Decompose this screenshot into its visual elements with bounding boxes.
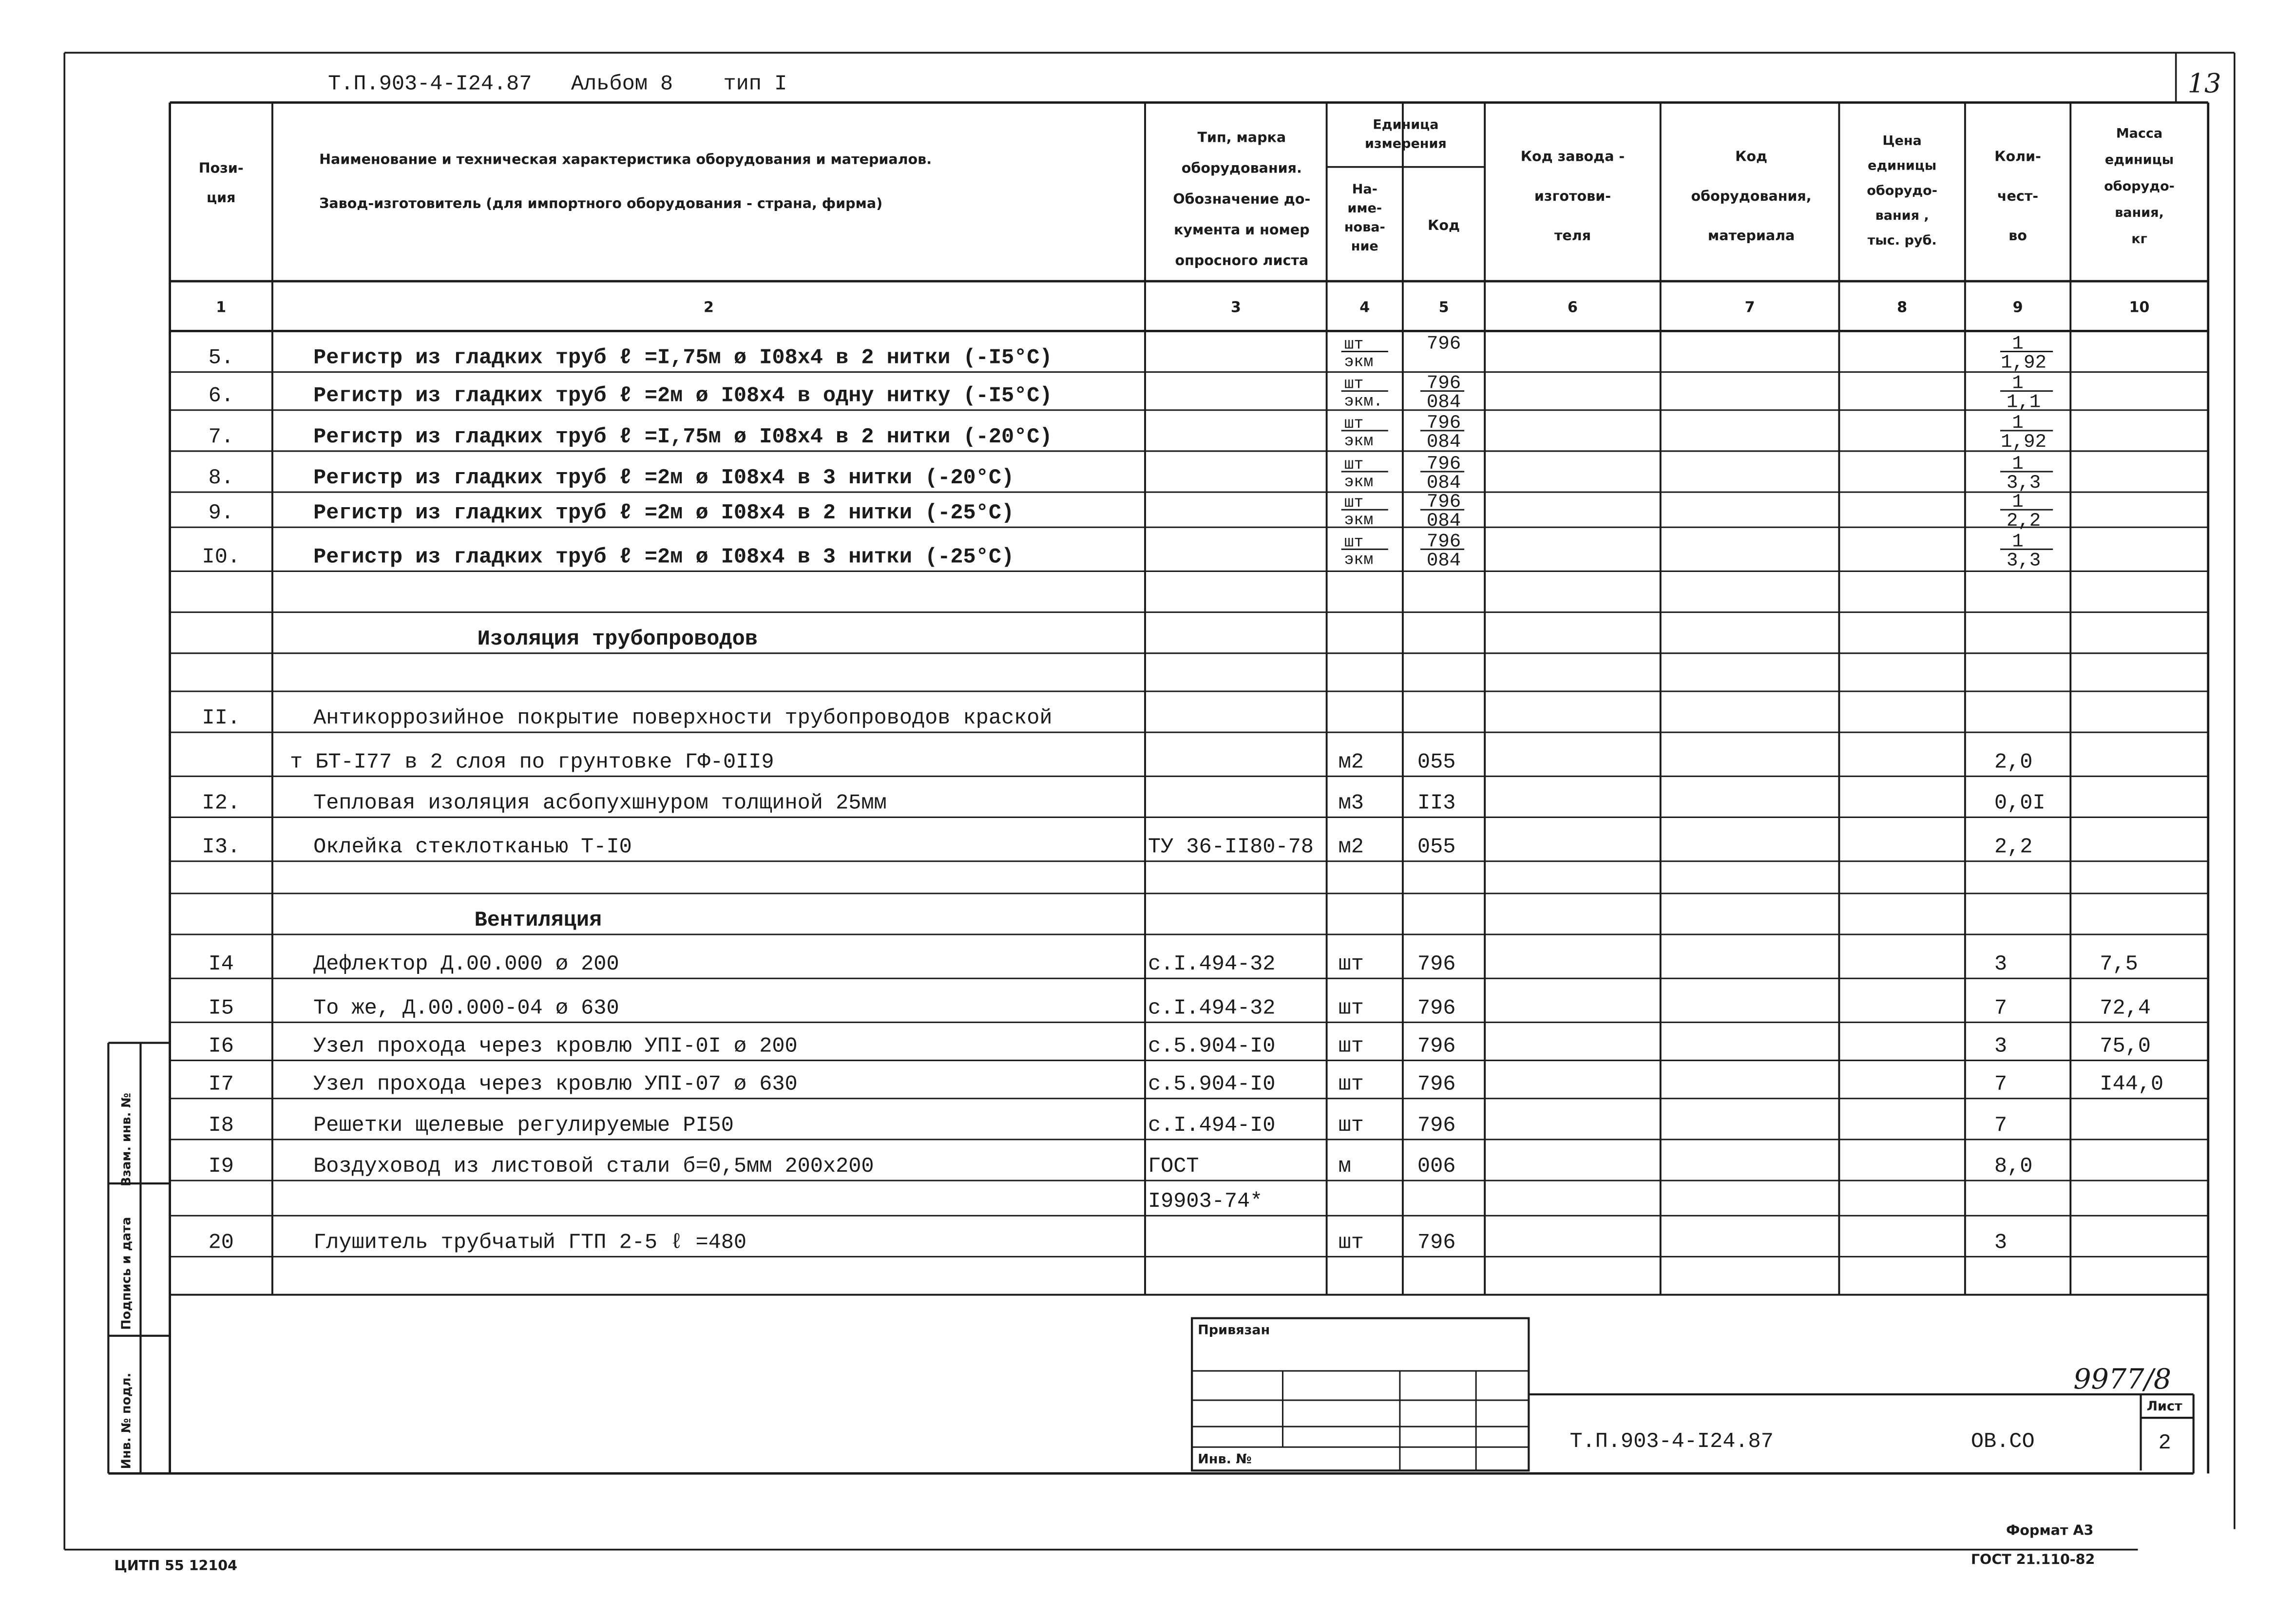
format-label: Формат А3 bbox=[2006, 1522, 2094, 1539]
row-unit: шт bbox=[1344, 493, 1364, 512]
row-quantity: 3,3 bbox=[2006, 472, 2041, 494]
header-mass: кг bbox=[2131, 231, 2147, 247]
row-unit: экм bbox=[1344, 511, 1374, 530]
sheet-label: Лист bbox=[2146, 1399, 2182, 1414]
side-label-inv-podl: Инв. № подл. bbox=[119, 1372, 134, 1469]
row-quantity: 1 bbox=[2012, 491, 2024, 513]
row-quantity: 1 bbox=[2012, 332, 2024, 355]
sheet-number: 2 bbox=[2158, 1431, 2171, 1456]
table-row bbox=[209, 1231, 2007, 1255]
row-document: I9903-74* bbox=[1148, 1190, 1263, 1214]
header-quantity: Коли- bbox=[1994, 148, 2041, 165]
header-factory-code: теля bbox=[1554, 227, 1591, 244]
row-quantity: 3 bbox=[1994, 1034, 2008, 1059]
row-name: Узел прохода через кровлю УПI-07 ø 630 bbox=[313, 1072, 798, 1097]
column-number: 6 bbox=[1568, 299, 1578, 316]
row-unit: экм bbox=[1344, 352, 1374, 371]
row-quantity: 1 bbox=[2012, 530, 2024, 552]
row-unit: экм. bbox=[1344, 392, 1383, 411]
row-unit: шт bbox=[1344, 335, 1364, 354]
row-quantity: 2,2 bbox=[1994, 835, 2033, 859]
table-row bbox=[478, 628, 758, 651]
header-position: Пози- bbox=[198, 159, 244, 176]
header-unit-name: ние bbox=[1351, 239, 1378, 254]
row-position: 7. bbox=[208, 425, 234, 449]
header-unit-name: нова- bbox=[1344, 219, 1385, 235]
row-document: с.I.494-I0 bbox=[1148, 1113, 1276, 1138]
header-name: Наименование и техническая характеристика оборудования и материалов. bbox=[319, 151, 932, 168]
header-type-mark: опросного листа bbox=[1175, 252, 1309, 269]
row-name: Регистр из гладких труб ℓ =I,75м ø I08х4 в 2 нитки (-20°С) bbox=[313, 425, 1052, 449]
header-factory-code: Код завода - bbox=[1520, 148, 1625, 165]
row-name: т БТ-I77 в 2 слоя по грунтовке ГФ-0II9 bbox=[290, 750, 774, 775]
table-row bbox=[209, 332, 2053, 373]
privyazan-label: Привязан bbox=[1198, 1322, 1270, 1338]
row-code: 796 bbox=[1417, 1034, 1456, 1059]
row-position: 9. bbox=[208, 501, 234, 526]
column-number: 4 bbox=[1359, 299, 1370, 316]
table-row bbox=[202, 836, 2033, 859]
row-name: Решетки щелевые регулируемые PI50 bbox=[313, 1113, 734, 1138]
row-position: I0. bbox=[202, 545, 240, 570]
header-quantity: чест- bbox=[1997, 187, 2039, 204]
column-number: 7 bbox=[1744, 299, 1755, 316]
header-unit-name: име- bbox=[1347, 200, 1382, 216]
row-code: 796 bbox=[1426, 491, 1461, 513]
row-position: I5 bbox=[208, 996, 234, 1021]
row-code: 796 bbox=[1426, 332, 1461, 355]
section-title: Изоляция трубопроводов bbox=[477, 627, 758, 651]
row-document: ГОСТ bbox=[1148, 1155, 1199, 1179]
header-mass: оборудо- bbox=[2104, 178, 2175, 194]
row-mass: 75,0 bbox=[2100, 1034, 2151, 1059]
row-code: 796 bbox=[1417, 952, 1456, 977]
row-quantity: 7 bbox=[1994, 1113, 2008, 1138]
header-factory-code: изготови- bbox=[1534, 187, 1611, 204]
row-quantity: 2,2 bbox=[2006, 510, 2041, 532]
row-code: 006 bbox=[1417, 1155, 1456, 1179]
table-row bbox=[202, 791, 2046, 815]
row-quantity: 3,3 bbox=[2006, 549, 2041, 571]
page-mark: 13 bbox=[2187, 68, 2221, 99]
header-name: Завод-изготовитель (для импортного оборудования - страна, фирма) bbox=[319, 194, 883, 211]
row-name: Дефлектор Д.00.000 ø 200 bbox=[313, 952, 619, 977]
header-price: тыс. руб. bbox=[1867, 233, 1937, 248]
header-position: ция bbox=[207, 189, 236, 206]
printer-label: ЦИТП 55 12104 bbox=[114, 1557, 238, 1574]
row-code: 055 bbox=[1417, 750, 1456, 775]
row-name: Оклейка стеклотканью Т-I0 bbox=[313, 835, 632, 859]
row-code: 796 bbox=[1417, 1113, 1456, 1138]
stamp-doc-code: Т.П.903-4-I24.87 bbox=[1569, 1430, 1774, 1454]
table-row bbox=[209, 453, 2053, 494]
row-position: I2. bbox=[202, 791, 240, 816]
row-position: I4 bbox=[208, 952, 234, 977]
table-row bbox=[209, 1073, 2163, 1097]
row-quantity: 2,0 bbox=[1994, 750, 2033, 775]
row-quantity: 8,0 bbox=[1994, 1155, 2033, 1179]
row-position: I7 bbox=[208, 1072, 234, 1097]
row-position: 5. bbox=[208, 346, 234, 370]
row-unit: экм bbox=[1344, 431, 1374, 450]
table-row bbox=[209, 996, 2151, 1020]
row-unit: шт bbox=[1344, 374, 1364, 393]
row-document: ТУ 36-II80-78 bbox=[1148, 835, 1314, 859]
header-price: вания , bbox=[1875, 208, 1929, 223]
row-quantity: 1 bbox=[2012, 372, 2024, 394]
header-equipment-code: материала bbox=[1707, 227, 1795, 244]
side-label-vzam-inv: Взам. инв. № bbox=[119, 1093, 134, 1187]
row-position: II. bbox=[202, 706, 240, 731]
table-row bbox=[475, 909, 602, 932]
header-unit-group: Единица bbox=[1373, 117, 1439, 133]
row-mass: 72,4 bbox=[2100, 996, 2151, 1021]
header-album: Альбом 8 bbox=[571, 72, 673, 96]
row-code: 796 bbox=[1426, 411, 1461, 434]
header-price: единицы bbox=[1867, 158, 1937, 173]
row-name: Регистр из гладких труб ℓ =2м ø I08х4 в 3 нитки (-20°С) bbox=[313, 466, 1014, 491]
row-name: Регистр из гладких труб ℓ =I,75м ø I08х4 в 2 нитки (-I5°С) bbox=[313, 346, 1052, 370]
section-title: Вентиляция bbox=[474, 908, 602, 932]
header-type-mark: кумента и номер bbox=[1174, 221, 1310, 238]
row-code: 796 bbox=[1426, 372, 1461, 394]
header-price: оборудо- bbox=[1867, 183, 1937, 198]
row-unit: шт bbox=[1338, 996, 1364, 1021]
row-unit: шт bbox=[1338, 1113, 1364, 1138]
header-unit-code: Код bbox=[1428, 216, 1460, 233]
row-quantity: 1 bbox=[2012, 453, 2024, 475]
row-code: 796 bbox=[1426, 530, 1461, 552]
row-position: I3. bbox=[202, 835, 240, 859]
row-name: Антикоррозийное покрытие поверхности трубопроводов краской bbox=[313, 706, 1052, 731]
table-row bbox=[209, 1114, 2007, 1138]
row-quantity: 7 bbox=[1994, 1072, 2008, 1097]
row-unit: экм bbox=[1344, 550, 1374, 569]
row-position: 8. bbox=[208, 466, 234, 491]
row-mass: 7,5 bbox=[2100, 952, 2138, 977]
header-quantity: во bbox=[2009, 227, 2027, 244]
row-unit: экм bbox=[1344, 473, 1374, 492]
row-document: с.I.494-32 bbox=[1148, 996, 1276, 1021]
row-quantity: 1,92 bbox=[2001, 430, 2047, 453]
row-name: То же, Д.00.000-04 ø 630 bbox=[313, 996, 619, 1021]
title-stamp bbox=[114, 1318, 2193, 1574]
row-code: 084 bbox=[1426, 391, 1461, 413]
inventory-number: 9977/8 bbox=[2073, 1363, 2172, 1395]
row-code: 084 bbox=[1426, 472, 1461, 494]
header-doc-code: Т.П.903-4-I24.87 bbox=[328, 72, 532, 96]
header-price: Цена bbox=[1882, 133, 1922, 149]
row-position: 20 bbox=[208, 1231, 234, 1255]
row-name: Узел прохода через кровлю УПI-0I ø 200 bbox=[313, 1034, 798, 1059]
header-type-mark: оборудования. bbox=[1181, 159, 1302, 176]
row-mass: I44,0 bbox=[2100, 1072, 2164, 1097]
row-unit: шт bbox=[1344, 455, 1364, 474]
header-unit-group: измерения bbox=[1364, 136, 1447, 152]
row-unit: шт bbox=[1338, 1231, 1364, 1255]
header-type-mark: Обозначение до- bbox=[1173, 190, 1311, 207]
row-document: с.5.904-I0 bbox=[1148, 1072, 1276, 1097]
row-code: 055 bbox=[1417, 835, 1456, 859]
column-number: 3 bbox=[1230, 299, 1241, 316]
row-quantity: 0,0I bbox=[1994, 791, 2046, 816]
row-code: II3 bbox=[1417, 791, 1456, 816]
row-code: 796 bbox=[1426, 453, 1461, 475]
row-quantity: 3 bbox=[1994, 952, 2008, 977]
header-type-mark: Тип, марка bbox=[1197, 129, 1286, 146]
header-equipment-code: оборудования, bbox=[1691, 187, 1812, 204]
row-unit: м2 bbox=[1338, 750, 1364, 775]
row-code: 084 bbox=[1426, 510, 1461, 532]
table-row bbox=[202, 530, 2053, 571]
column-number: 10 bbox=[2129, 299, 2150, 316]
row-quantity: 3 bbox=[1994, 1231, 2008, 1255]
table-row bbox=[209, 491, 2053, 532]
header-type: тип I bbox=[723, 72, 787, 96]
side-strip bbox=[108, 1043, 170, 1473]
row-code: 084 bbox=[1426, 549, 1461, 571]
column-number: 8 bbox=[1897, 299, 1908, 316]
table-row bbox=[209, 412, 2053, 453]
row-unit: м2 bbox=[1338, 835, 1364, 859]
row-code: 796 bbox=[1417, 1072, 1456, 1097]
row-unit: шт bbox=[1344, 533, 1364, 552]
table-row bbox=[209, 1155, 2033, 1179]
table-row bbox=[1148, 1190, 1263, 1214]
table-row bbox=[209, 372, 2053, 413]
row-name: Глушитель трубчатый ГТП 2-5 ℓ =480 bbox=[313, 1231, 747, 1255]
row-unit: шт bbox=[1338, 952, 1364, 977]
stamp-mark: ОВ.СО bbox=[1971, 1430, 2035, 1454]
header-mass: Масса bbox=[2116, 126, 2163, 141]
table-row bbox=[202, 706, 1052, 730]
row-quantity: 1 bbox=[2012, 411, 2024, 434]
row-position: I9 bbox=[208, 1155, 234, 1179]
row-position: I6 bbox=[208, 1034, 234, 1059]
inv-no-label: Инв. № bbox=[1198, 1451, 1252, 1467]
row-unit: м3 bbox=[1338, 791, 1364, 816]
row-document: с.I.494-32 bbox=[1148, 952, 1276, 977]
row-quantity: 1,92 bbox=[2001, 351, 2047, 374]
column-number: 1 bbox=[216, 299, 227, 316]
table-row bbox=[290, 750, 2032, 774]
table-row bbox=[209, 952, 2138, 976]
row-code: 796 bbox=[1417, 996, 1456, 1021]
column-number: 2 bbox=[704, 299, 714, 316]
header-equipment-code: Код bbox=[1735, 148, 1768, 165]
row-unit: шт bbox=[1338, 1072, 1364, 1097]
gost-label: ГОСТ 21.110-82 bbox=[1971, 1551, 2095, 1568]
side-label-podpis-data: Подпись и дата bbox=[119, 1217, 134, 1330]
row-name: Регистр из гладких труб ℓ =2м ø I08х4 в 3 нитки (-25°С) bbox=[313, 545, 1014, 570]
row-unit: шт bbox=[1344, 414, 1364, 433]
row-name: Регистр из гладких труб ℓ =2м ø I08х4 в одну нитку (-I5°С) bbox=[313, 384, 1052, 408]
header-unit-name: На- bbox=[1352, 181, 1378, 197]
row-quantity: 1,1 bbox=[2006, 391, 2041, 413]
row-name: Воздуховод из листовой стали б=0,5мм 200х200 bbox=[313, 1155, 874, 1179]
row-name: Регистр из гладких труб ℓ =2м ø I08х4 в 2 нитки (-25°С) bbox=[313, 501, 1014, 526]
row-unit: м bbox=[1338, 1155, 1351, 1179]
row-quantity: 7 bbox=[1994, 996, 2008, 1021]
row-document: с.5.904-I0 bbox=[1148, 1034, 1276, 1059]
header-mass: единицы bbox=[2105, 152, 2174, 168]
row-unit: шт bbox=[1338, 1034, 1364, 1059]
header-mass: вания, bbox=[2115, 205, 2164, 220]
row-code: 084 bbox=[1426, 430, 1461, 453]
row-position: 6. bbox=[208, 384, 234, 408]
row-code: 796 bbox=[1417, 1231, 1456, 1255]
column-number: 9 bbox=[2012, 299, 2023, 316]
row-name: Тепловая изоляция асбопухшнуром толщиной 25мм bbox=[313, 791, 887, 816]
row-position: I8 bbox=[208, 1113, 234, 1138]
column-number: 5 bbox=[1438, 299, 1449, 316]
table-row bbox=[209, 1035, 2151, 1059]
